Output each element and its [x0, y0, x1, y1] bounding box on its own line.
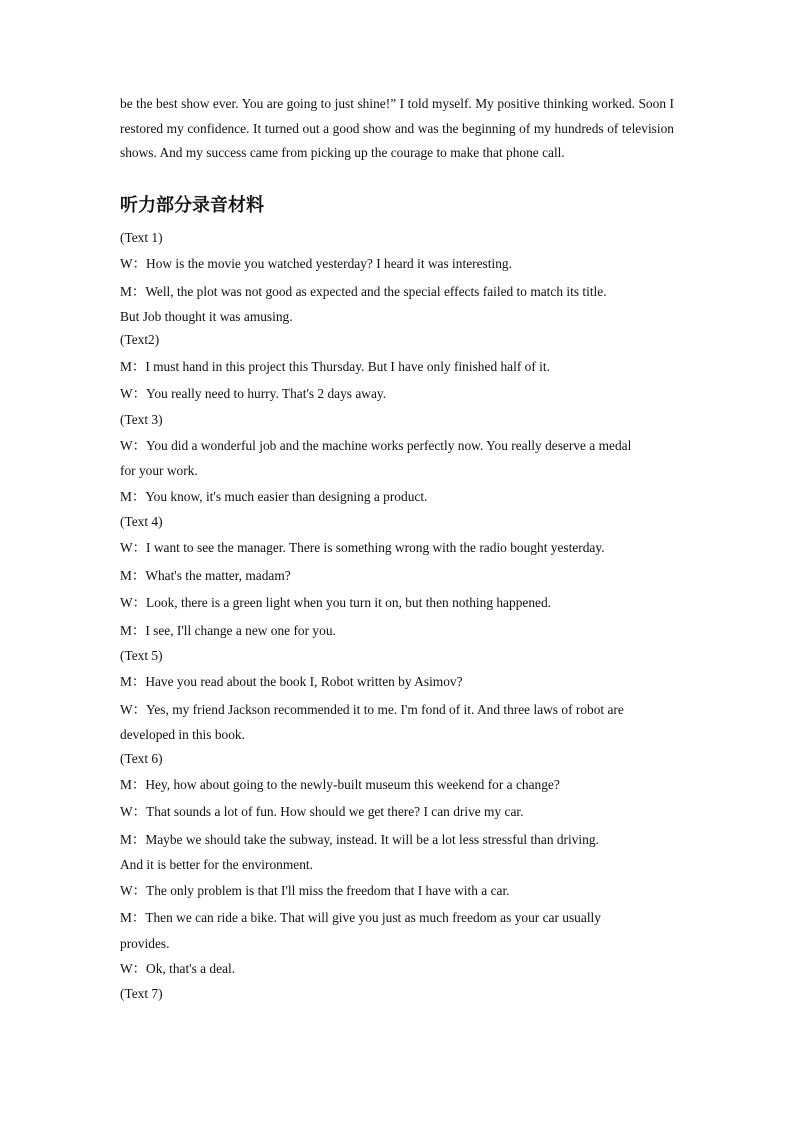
speaker-label: M [120, 674, 132, 690]
line-text: I see, I'll change a new one for you. [145, 622, 336, 638]
listening-transcript [120, 226, 674, 1006]
transcript-line [120, 510, 674, 534]
speaker-label: W [120, 540, 133, 556]
line-text: But Job thought it was amusing. [120, 309, 293, 325]
speaker-label: M [120, 283, 132, 299]
speaker-separator: ： [131, 910, 146, 926]
speaker-separator: ： [132, 595, 147, 611]
story-paragraph: be the best show ever. You are going to just shine!” I told myself. My positive thinking worked. Soon I restored my confidence. It turned out a good show and was the beginning of my hundreds of television shows. And my success came from picking up the courage to make that phone call. [120, 96, 674, 161]
line-text: developed in this book. [120, 727, 245, 743]
line-text: You really need to hurry. That's 2 days away. [146, 386, 387, 402]
speaker-label: M [120, 358, 132, 374]
line-text: Hey, how about going to the newly-built museum this weekend for a change? [145, 776, 560, 792]
transcript-line [120, 644, 674, 668]
dialog-line [120, 589, 674, 617]
line-text: I must hand in this project this Thursday. But I have only finished half of it. [145, 358, 550, 374]
transcript-line [120, 932, 674, 955]
speaker-separator: ： [131, 358, 146, 374]
speaker-label: M [120, 488, 132, 504]
line-text: Well, the plot was not good as expected and the special effects failed to match its title. [145, 283, 607, 299]
line-text: Look, there is a green light when you turn it on, but then nothing happened. [146, 595, 552, 611]
line-text: What's the matter, madam? [145, 567, 291, 583]
speaker-label: M [120, 831, 132, 847]
speaker-separator: ： [132, 437, 147, 453]
line-text: (Text 6) [120, 750, 163, 766]
speaker-separator: ： [132, 540, 147, 556]
speaker-separator: ： [132, 882, 147, 898]
line-text: (Text 1) [120, 230, 163, 245]
speaker-separator: ： [132, 256, 147, 272]
line-text: How is the movie you watched yesterday? I heard it was interesting. [146, 256, 512, 272]
dialog-line [120, 380, 674, 408]
speaker-label: W [120, 595, 133, 611]
speaker-separator: ： [131, 674, 146, 690]
speaker-label: W [120, 437, 133, 453]
speaker-separator: ： [132, 701, 147, 717]
line-text: Yes, my friend Jackson recommended it to me. I'm fond of it. And three laws of robot are [146, 701, 624, 717]
dialog-line [120, 250, 674, 278]
speaker-separator: ： [131, 622, 146, 638]
speaker-separator: ： [131, 776, 146, 792]
dialog-line [120, 534, 674, 562]
speaker-label: W [120, 256, 133, 272]
dialog-line [120, 826, 674, 854]
dialog-line [120, 771, 674, 799]
dialog-line [120, 668, 674, 696]
line-text: You did a wonderful job and the machine works perfectly now. You really deserve a medal [146, 437, 632, 453]
speaker-separator: ： [131, 567, 146, 583]
speaker-separator: ： [131, 283, 146, 299]
dialog-line [120, 353, 674, 381]
speaker-label: W [120, 882, 133, 898]
line-text: for your work. [120, 463, 198, 479]
dialog-line [120, 696, 674, 724]
line-text: Ok, that's a deal. [146, 960, 236, 976]
speaker-separator: ： [131, 488, 146, 504]
line-text: I want to see the manager. There is something wrong with the radio bought yesterday. [146, 540, 605, 556]
line-text: You know, it's much easier than designing a product. [145, 488, 428, 504]
transcript-line [120, 226, 674, 250]
speaker-label: W [120, 960, 133, 976]
story-paragraph-block [120, 92, 674, 166]
speaker-label: W [120, 804, 133, 820]
dialog-line [120, 483, 674, 511]
dialog-line [120, 877, 674, 905]
line-text: And it is better for the environment. [120, 857, 314, 873]
speaker-separator: ： [132, 960, 147, 976]
dialog-line [120, 798, 674, 826]
speaker-separator: ： [132, 386, 147, 402]
speaker-label: M [120, 567, 132, 583]
line-text: (Text 5) [120, 648, 163, 664]
speaker-separator: ： [131, 831, 146, 847]
section-heading: 听力部分录音材料 [120, 195, 264, 216]
dialog-line [120, 278, 674, 306]
dialog-line [120, 617, 674, 645]
transcript-line [120, 747, 674, 771]
speaker-separator: ： [132, 804, 147, 820]
line-text: The only problem is that I'll miss the freedom that I have with a car. [146, 882, 510, 898]
speaker-label: M [120, 910, 132, 926]
transcript-line [120, 328, 674, 352]
line-text: That sounds a lot of fun. How should we get there? I can drive my car. [146, 804, 524, 820]
transcript-line [120, 408, 674, 432]
dialog-line [120, 432, 674, 460]
line-text: Have you read about the book I, Robot written by Asimov? [145, 674, 463, 690]
line-text: (Text2) [120, 332, 160, 348]
speaker-label: M [120, 622, 132, 638]
transcript-line [120, 723, 674, 746]
line-text: provides. [120, 935, 170, 951]
speaker-label: W [120, 701, 133, 717]
line-text: (Text 3) [120, 411, 163, 427]
line-text: (Text 7) [120, 986, 163, 1002]
transcript-line [120, 853, 674, 876]
transcript-line [120, 305, 674, 328]
line-text: Maybe we should take the subway, instead. It will be a lot less stressful than driving. [145, 831, 599, 847]
speaker-label: M [120, 776, 132, 792]
dialog-line [120, 955, 674, 983]
dialog-line [120, 904, 674, 932]
transcript-line [120, 459, 674, 482]
dialog-line [120, 562, 674, 590]
speaker-label: W [120, 386, 133, 402]
line-text: (Text 4) [120, 514, 163, 530]
line-text: Then we can ride a bike. That will give you just as much freedom as your car usually [145, 910, 601, 926]
transcript-line [120, 982, 674, 1006]
